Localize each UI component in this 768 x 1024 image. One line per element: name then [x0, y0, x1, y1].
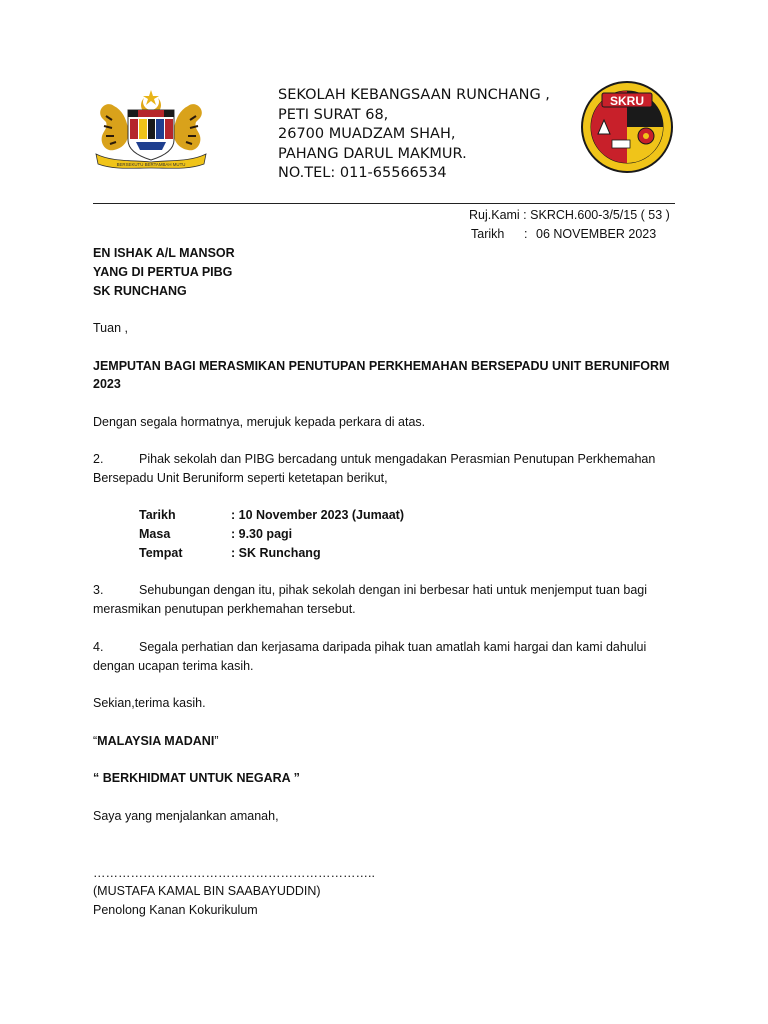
- reference-value: SKRCH.600-3/5/15 ( 53 ): [530, 208, 670, 222]
- signatory-name: (MUSTAFA KAMAL BIN SAABAYUDDIN): [93, 884, 321, 898]
- paragraph-2-number: 2.: [93, 452, 104, 466]
- school-letterhead: [278, 86, 550, 184]
- slogan-malaysia-madani: [93, 732, 218, 751]
- recipient-name: EN ISHAK A/L MANSOR: [93, 246, 235, 260]
- salutation: Tuan ,: [93, 321, 128, 335]
- slogan-text: MALAYSIA MADANI: [97, 734, 215, 748]
- coat-of-arms-motto: BERSEKUTU BERTAMBAH MUTU: [116, 162, 186, 167]
- detail-label-masa: Masa: [139, 527, 171, 541]
- slogan-open-quote: “: [93, 734, 98, 748]
- paragraph-2-line-1: Pihak sekolah dan PIBG bercadang untuk mengadakan Perasmian Penutupan Perkhemahan: [139, 452, 656, 466]
- skru-school-crest-logo: [578, 80, 676, 174]
- detail-value-masa: : 9.30 pagi: [231, 527, 293, 541]
- header-divider: [93, 203, 675, 204]
- slogan-berkhidmat: “ BERKHIDMAT UNTUK NEGARA ”: [93, 771, 300, 785]
- recipient-org: SK RUNCHANG: [93, 284, 187, 298]
- malaysia-coat-of-arms-logo: [92, 88, 210, 170]
- date-separator: :: [524, 227, 528, 241]
- address-line-1: PETI SURAT 68,: [278, 106, 389, 123]
- opening-sentence: Dengan segala hormatnya, merujuk kepada perkara di atas.: [93, 415, 426, 429]
- reference-label: Ruj.Kami :: [469, 208, 527, 222]
- paragraph-3: [93, 581, 673, 619]
- detail-label-tempat: Tempat: [139, 546, 183, 560]
- subject-line-2: 2023: [93, 377, 121, 391]
- address-line-2: 26700 MUADZAM SHAH,: [278, 126, 456, 143]
- paragraph-2-line-2: Bersepadu Unit Beruniform seperti ketetapan berikut,: [93, 471, 388, 485]
- closing-line: Sekian,terima kasih.: [93, 696, 206, 710]
- crest-text: SKRU: [609, 94, 645, 108]
- paragraph-4: [93, 638, 673, 676]
- phone-number: NO.TEL: 011-65566534: [278, 165, 447, 182]
- paragraph-4-line-2: dengan ucapan terima kasih.: [93, 659, 254, 673]
- subject-line-1: JEMPUTAN BAGI MERASMIKAN PENUTUPAN PERKHEMAHAN BERSEPADU UNIT BERUNIFORM: [93, 359, 670, 373]
- paragraph-2: [93, 450, 673, 488]
- date-label: Tarikh: [471, 227, 505, 241]
- paragraph-3-line-1: Sehubungan dengan itu, pihak sekolah dengan ini berbesar hati untuk menjemput tuan bagi: [139, 583, 648, 597]
- paragraph-4-number: 4.: [93, 640, 104, 654]
- detail-label-tarikh: Tarikh: [139, 508, 176, 522]
- address-line-3: PAHANG DARUL MAKMUR.: [278, 145, 467, 162]
- signatory-position: Penolong Kanan Kokurikulum: [93, 903, 258, 917]
- signature-dots: …………………………………………………………..: [93, 866, 375, 880]
- paragraph-3-line-2: merasmikan penutupan perkhemahan tersebut.: [93, 602, 356, 616]
- paragraph-4-line-1: Segala perhatian dan kerjasama daripada pihak tuan amatlah kami hargai dan kami dahului: [139, 640, 647, 654]
- detail-value-tarikh: : 10 November 2023 (Jumaat): [231, 508, 404, 522]
- recipient-title: YANG DI PERTUA PIBG: [93, 265, 233, 279]
- reference-number: [469, 206, 670, 225]
- signoff-line: Saya yang menjalankan amanah,: [93, 809, 279, 823]
- reference-date: [471, 225, 656, 244]
- date-value: 06 NOVEMBER 2023: [536, 227, 657, 241]
- detail-value-tempat: : SK Runchang: [231, 546, 321, 560]
- school-name: SEKOLAH KEBANGSAAN RUNCHANG ,: [278, 87, 550, 103]
- slogan-close-quote: ”: [214, 734, 219, 748]
- paragraph-3-number: 3.: [93, 583, 104, 597]
